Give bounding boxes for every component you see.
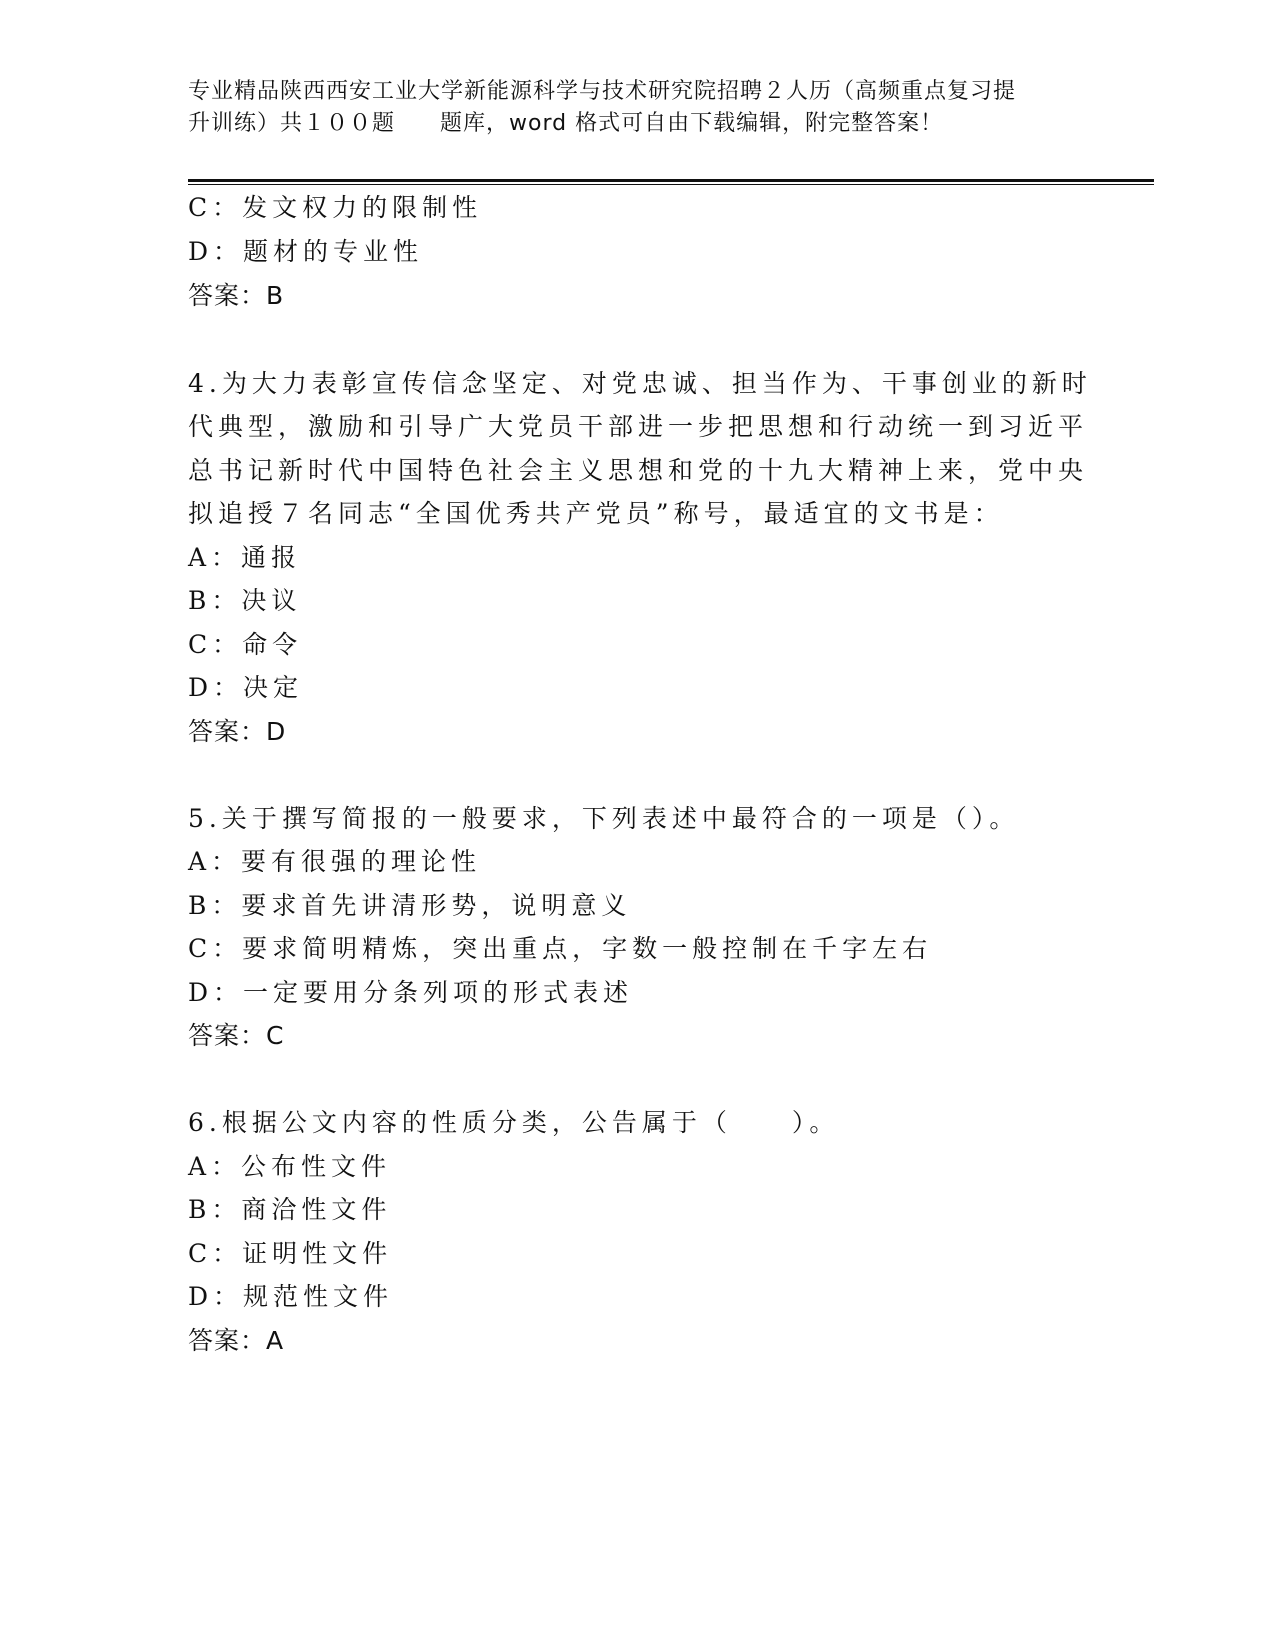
q4-stem-line-2: 代典型，激励和引导广大党员干部进一步把思想和行动统一到习近平 [188,412,1089,441]
q3-option-d: D：题材的专业性 [188,237,424,266]
q6-option-a: A：公布性文件 [188,1152,392,1181]
q4-option-a: A：通报 [188,543,302,572]
q3-option-c: C：发文权力的限制性 [188,193,483,222]
q6-option-c: C：证明性文件 [188,1239,393,1268]
q5-option-c: C：要求简明精炼，突出重点，字数一般控制在千字左右 [188,934,933,963]
q5-stem: 5.关于撰写简报的一般要求，下列表述中最符合的一项是（）。 [188,804,1020,833]
document-header-line-1: 专业精品陕西西安工业大学新能源科学与技术研究院招聘２人历（高频重点复习提 [188,79,1017,104]
q5-answer: 答案：C [188,1021,285,1050]
q6-option-b: B：商洽性文件 [188,1195,392,1224]
q4-answer: 答案：D [188,717,287,746]
q4-stem-line-4: 拟追授７名同志“全国优秀共产党员”称号，最适宜的文书是： [188,499,1004,528]
q3-answer: 答案：B [188,281,285,310]
q4-stem-line-1: 4.为大力表彰宣传信念坚定、对党忠诚、担当作为、干事创业的新时 [188,369,1092,398]
q6-answer: 答案：A [188,1326,285,1355]
q6-option-d: D：规范性文件 [188,1282,394,1311]
header-divider-thin [188,184,1154,185]
q4-option-d: D：决定 [188,673,304,702]
q5-option-a: A：要有很强的理论性 [188,847,482,876]
document-header-line-2-left: 升训练）共１００题 [188,111,396,136]
q5-option-d: D：一定要用分条列项的形式表述 [188,978,634,1007]
document-header-line-2-right: 题库，word 格式可自由下载编辑，附完整答案！ [440,111,944,136]
header-divider-thick [188,179,1154,182]
q4-stem-line-3: 总书记新时代中国特色社会主义思想和党的十九大精神上来，党中央 [188,456,1089,485]
q5-option-b: B：要求首先讲清形势，说明意义 [188,891,632,920]
q4-option-c: C：命令 [188,630,303,659]
q4-option-b: B：决议 [188,586,302,615]
q6-stem: 6.根据公文内容的性质分类，公告属于（ ）。 [188,1108,840,1137]
